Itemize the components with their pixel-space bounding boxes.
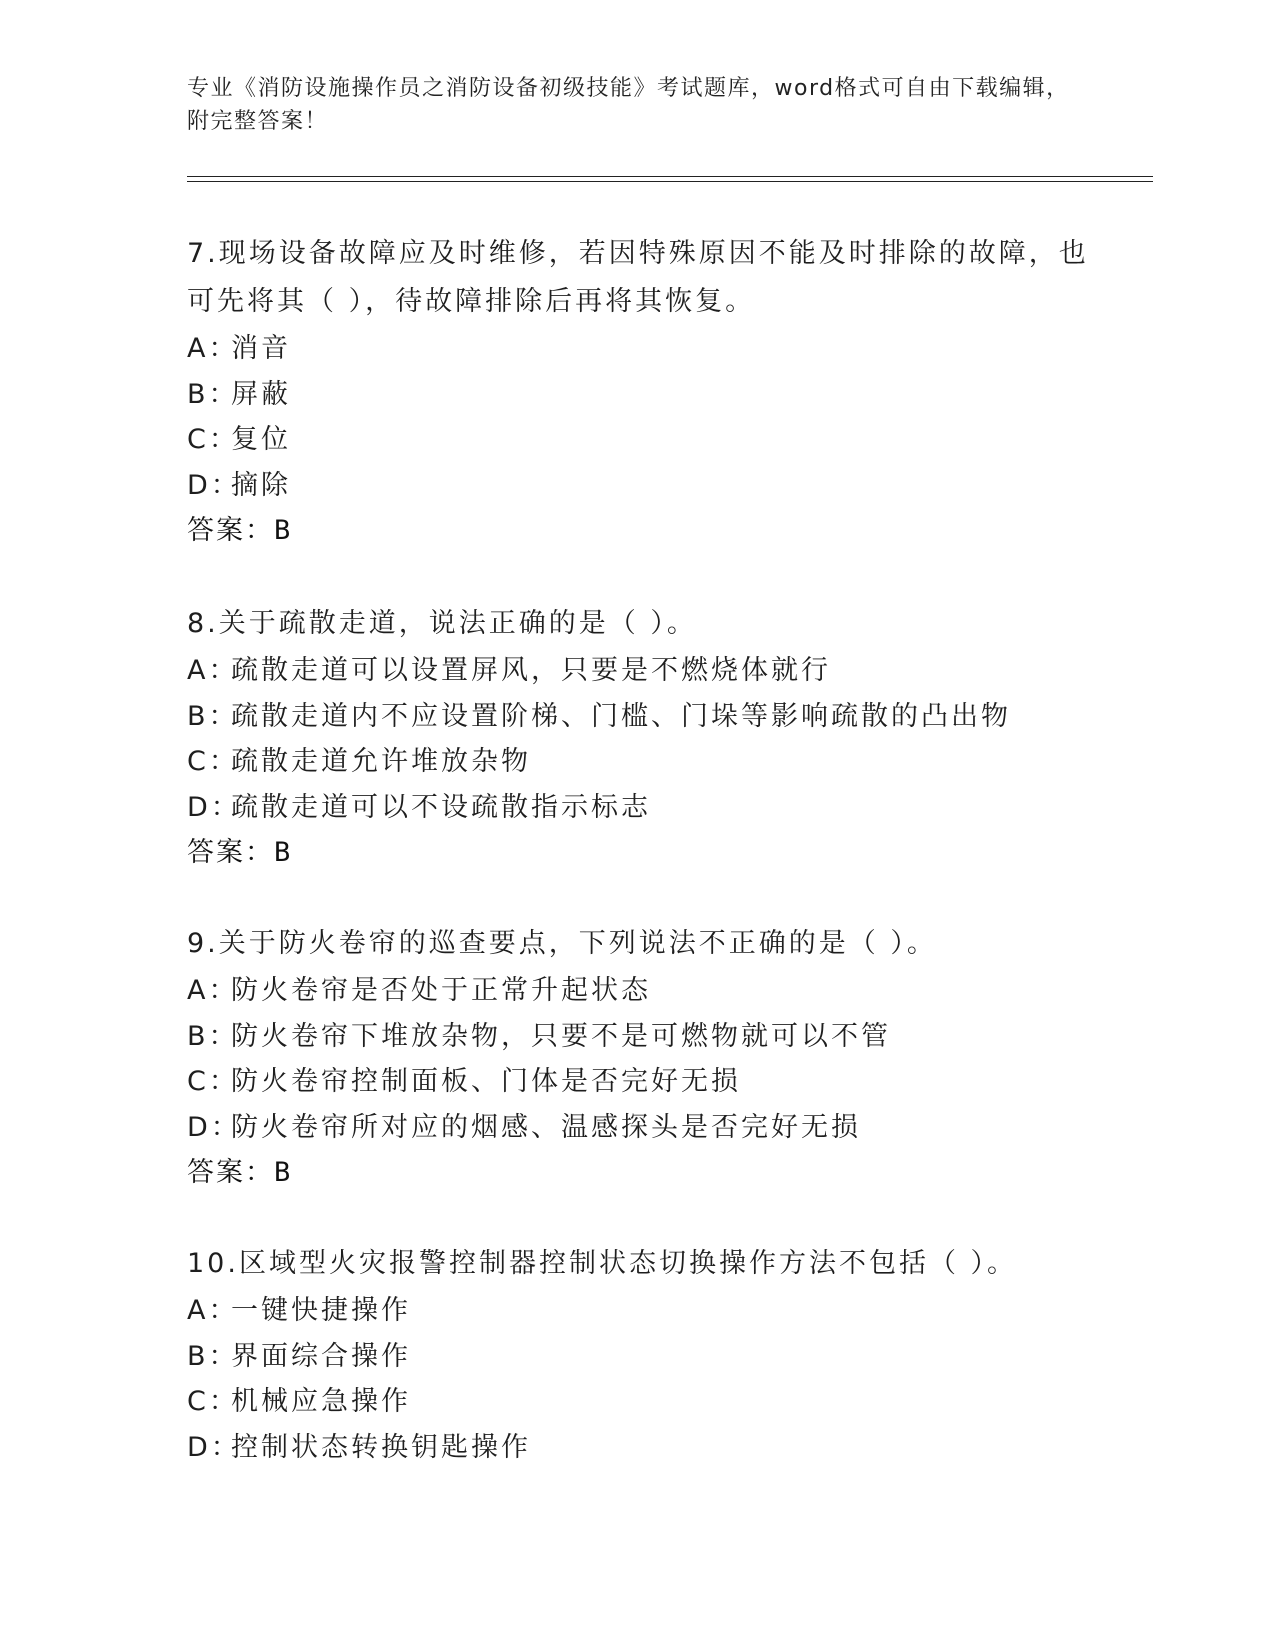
option-a xyxy=(187,968,1107,1014)
question-stem: 8.关于疏散走道，说法正确的是（ ）。 xyxy=(187,608,697,639)
answer-label: 答案： xyxy=(187,837,274,868)
answer-line xyxy=(187,830,1107,876)
option-d xyxy=(187,463,1107,509)
option-d xyxy=(187,785,1107,831)
option-text: 复位 xyxy=(231,424,291,455)
header-divider-top xyxy=(187,176,1153,177)
answer-label: 答案： xyxy=(187,515,274,546)
option-letter: B： xyxy=(187,1020,239,1052)
answer-value: B xyxy=(274,1157,293,1188)
option-text: 防火卷帘所对应的烟感、温感探头是否完好无损 xyxy=(231,1111,861,1143)
option-b xyxy=(187,372,1107,418)
option-b xyxy=(187,1014,1107,1060)
option-b xyxy=(187,694,1107,740)
option-a xyxy=(187,1288,1107,1334)
option-letter: D： xyxy=(187,791,241,823)
option-text: 界面综合操作 xyxy=(231,1340,411,1372)
option-text: 屏蔽 xyxy=(231,378,291,410)
option-letter: C： xyxy=(187,1386,239,1417)
option-c xyxy=(187,1379,1107,1425)
option-letter: D： xyxy=(187,1111,241,1143)
option-letter: C： xyxy=(187,1066,239,1097)
option-text: 疏散走道可以设置屏风，只要是不燃烧体就行 xyxy=(231,655,831,686)
option-letter: B： xyxy=(187,700,239,732)
option-letter: A： xyxy=(187,1295,239,1326)
option-a xyxy=(187,648,1107,694)
answer-line xyxy=(187,1150,1107,1196)
option-text: 防火卷帘控制面板、门体是否完好无损 xyxy=(231,1066,741,1097)
option-letter: D： xyxy=(187,469,241,501)
option-letter: D： xyxy=(187,1431,241,1463)
option-text: 摘除 xyxy=(231,469,291,501)
option-letter: B： xyxy=(187,1340,239,1372)
option-c xyxy=(187,417,1107,463)
option-b xyxy=(187,1334,1107,1380)
option-d xyxy=(187,1105,1107,1151)
question-10 xyxy=(187,1240,1107,1470)
question-8 xyxy=(187,600,1107,876)
question-stem: 9.关于防火卷帘的巡查要点，下列说法不正确的是（ ）。 xyxy=(187,928,937,959)
option-c xyxy=(187,1059,1107,1105)
option-text: 防火卷帘是否处于正常升起状态 xyxy=(231,975,651,1006)
option-letter: C： xyxy=(187,746,239,777)
option-text: 疏散走道可以不设疏散指示标志 xyxy=(231,791,651,823)
option-letter: A： xyxy=(187,333,239,364)
option-letter: C： xyxy=(187,424,239,455)
option-letter: B： xyxy=(187,378,239,410)
option-letter: A： xyxy=(187,655,239,686)
option-c xyxy=(187,739,1107,785)
option-text: 机械应急操作 xyxy=(231,1386,411,1417)
question-7 xyxy=(187,230,1107,554)
option-letter: A： xyxy=(187,975,239,1006)
answer-value: B xyxy=(274,837,293,868)
option-text: 疏散走道内不应设置阶梯、门槛、门垛等影响疏散的凸出物 xyxy=(231,700,1011,732)
answer-value: B xyxy=(274,515,293,546)
question-9 xyxy=(187,920,1107,1196)
answer-line xyxy=(187,508,1107,554)
option-d xyxy=(187,1425,1107,1471)
option-text: 消音 xyxy=(231,333,291,364)
question-stem: 10.区域型火灾报警控制器控制状态切换操作方法不包括（ ）。 xyxy=(187,1248,1018,1279)
option-text: 疏散走道允许堆放杂物 xyxy=(231,746,531,777)
option-text: 控制状态转换钥匙操作 xyxy=(231,1431,531,1463)
header-divider-bottom xyxy=(187,181,1153,182)
option-text: 一键快捷操作 xyxy=(231,1295,411,1326)
option-a xyxy=(187,326,1107,372)
document-header: 专业《消防设施操作员之消防设备初级技能》考试题库，word格式可自由下载编辑，附完整答案！ xyxy=(187,76,1070,134)
question-stem: 7.现场设备故障应及时维修，若因特殊原因不能及时排除的故障，也可先将其（ ），待故障排除后再将其恢复。 xyxy=(187,238,1089,317)
option-text: 防火卷帘下堆放杂物，只要不是可燃物就可以不管 xyxy=(231,1020,891,1052)
answer-label: 答案： xyxy=(187,1157,274,1188)
